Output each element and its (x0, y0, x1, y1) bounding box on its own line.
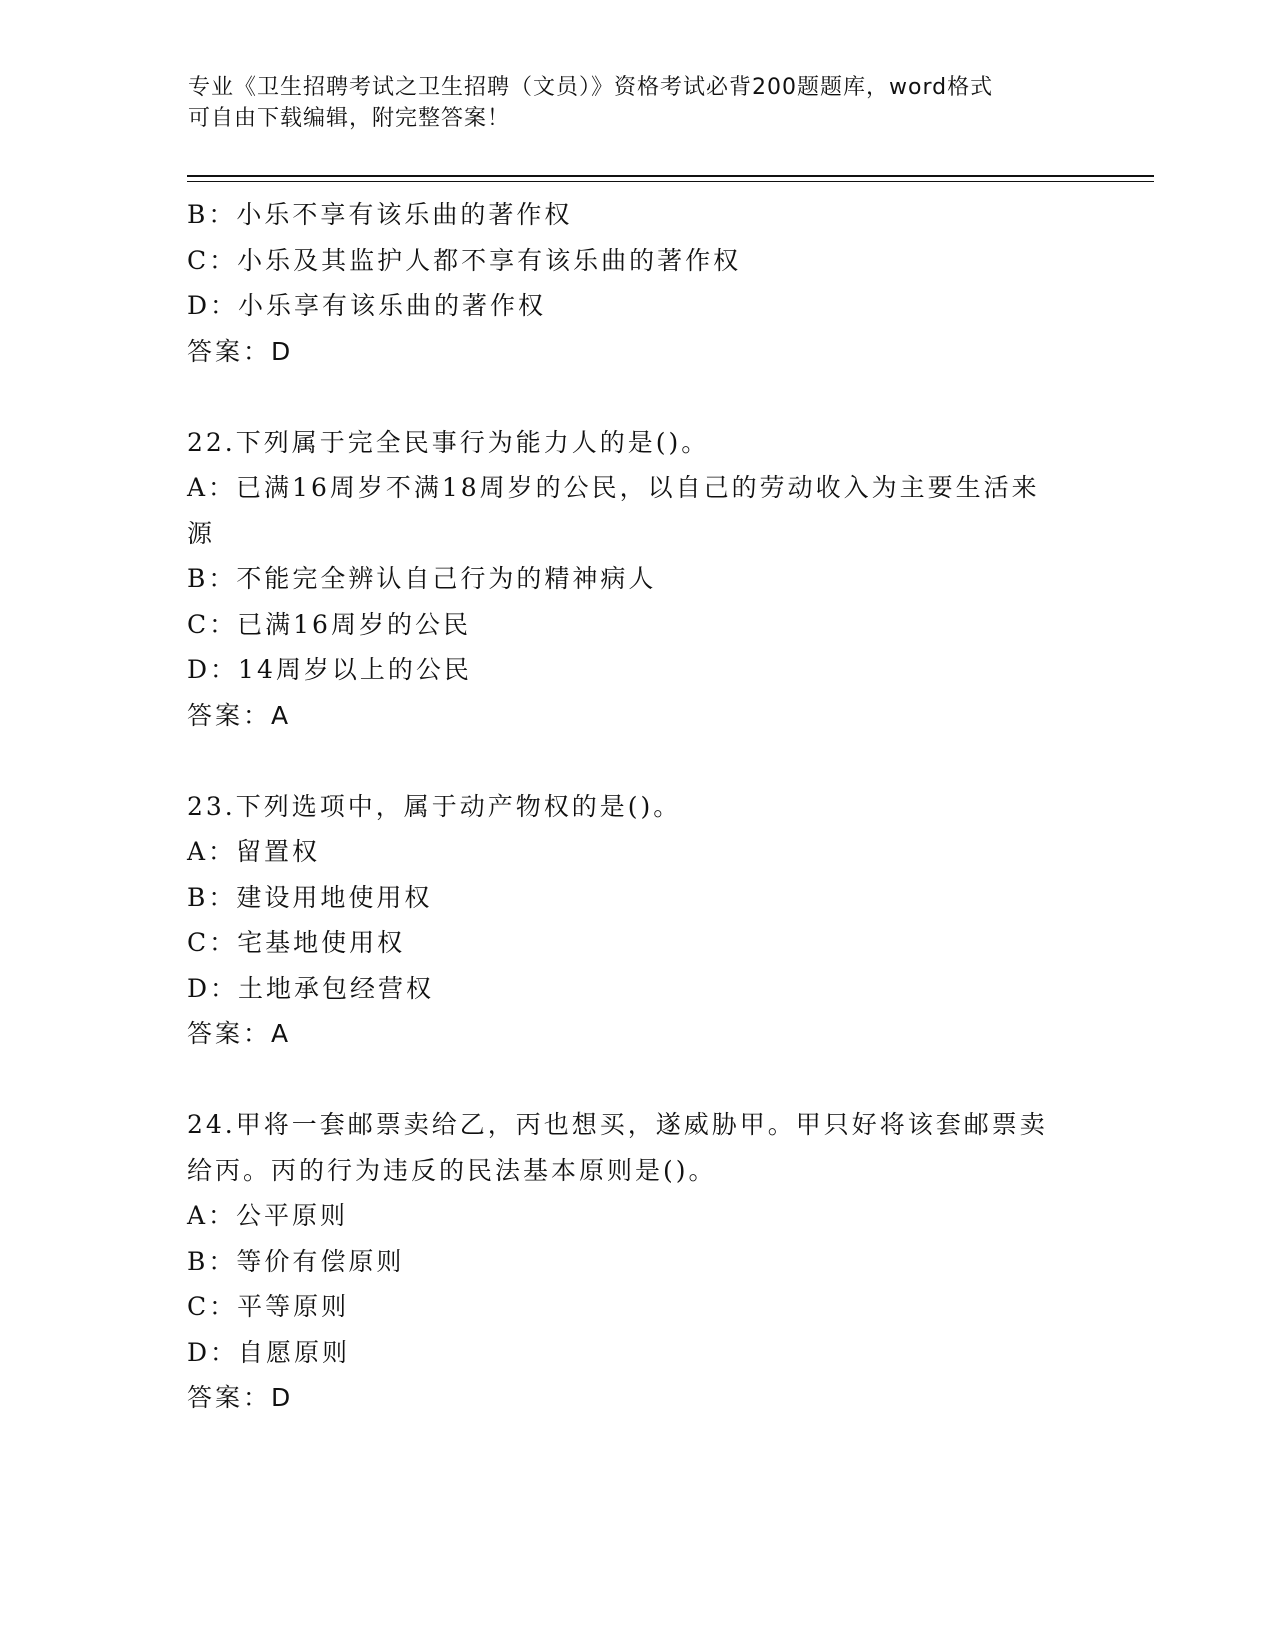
answer-line: 答案：D (187, 336, 294, 366)
header-rule-thick (187, 175, 1154, 177)
option-a: A：已满16周岁不满18周岁的公民，以自己的劳动收入为主要生活来 (187, 473, 1040, 502)
option-d: D：小乐享有该乐曲的著作权 (187, 291, 547, 320)
question-21-tail (187, 192, 1087, 374)
option-d: D：14周岁以上的公民 (187, 655, 472, 684)
option-c: C：已满16周岁的公民 (187, 609, 471, 639)
header-rule-thin (187, 181, 1154, 182)
option-a: A：公平原则 (187, 1201, 349, 1230)
answer-line: 答案：D (187, 1383, 294, 1412)
question-stem: 23.下列选项中，属于动产物权的是()。 (187, 791, 682, 821)
header-line-1: 专业《卫生招聘考试之卫生招聘（文员）》资格考试必背200题题库，word格式 (188, 75, 994, 100)
option-a-continued: 源 (187, 518, 216, 548)
header-line-2: 可自由下载编辑，附完整答案！ (188, 106, 511, 131)
spacer (187, 738, 1087, 784)
answer-line: 答案：A (187, 700, 292, 730)
option-b: B：小乐不享有该乐曲的著作权 (187, 200, 573, 229)
option-a: A：留置权 (187, 837, 321, 866)
question-stem: 24.甲将一套邮票卖给乙，丙也想买，遂威胁甲。甲只好将该套邮票卖 (187, 1110, 1048, 1139)
question-22 (187, 420, 1087, 739)
option-c: C：平等原则 (187, 1292, 350, 1321)
option-d: D：自愿原则 (187, 1337, 351, 1367)
question-stem-continued: 给丙。丙的行为违反的民法基本原则是()。 (187, 1155, 717, 1185)
option-b: B：不能完全辨认自己行为的精神病人 (187, 564, 657, 593)
option-b: B：建设用地使用权 (187, 882, 433, 912)
document-header (188, 72, 1068, 134)
answer-line: 答案：A (187, 1019, 292, 1048)
question-list (187, 192, 1087, 1421)
spacer (187, 1057, 1087, 1103)
question-23 (187, 784, 1087, 1057)
option-d: D：土地承包经营权 (187, 973, 435, 1003)
question-24 (187, 1102, 1087, 1421)
option-c: C：宅基地使用权 (187, 928, 406, 957)
spacer (187, 374, 1087, 420)
option-c: C：小乐及其监护人都不享有该乐曲的著作权 (187, 245, 742, 275)
option-b: B：等价有偿原则 (187, 1246, 405, 1276)
question-stem: 22.下列属于完全民事行为能力人的是()。 (187, 427, 710, 457)
